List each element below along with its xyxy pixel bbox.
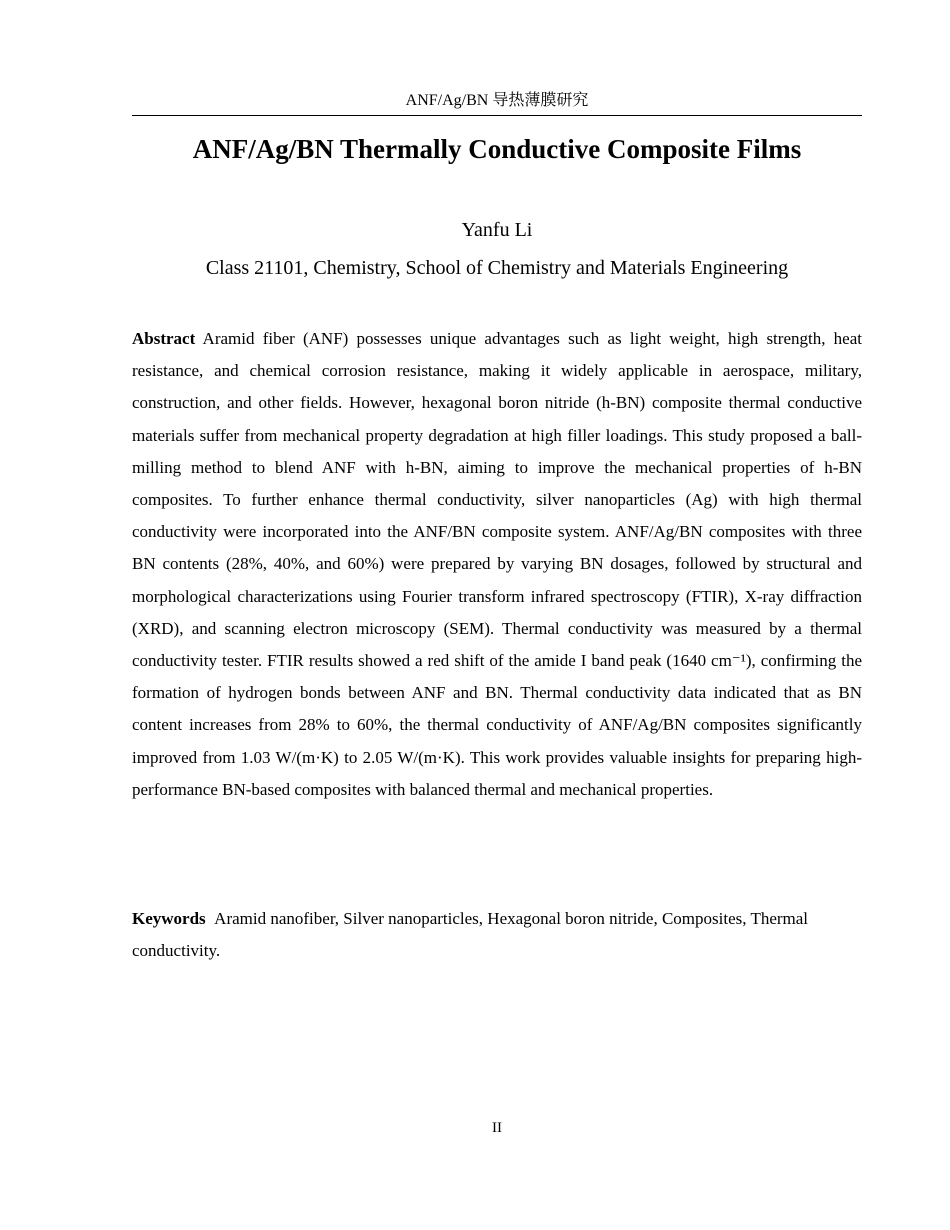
running-header: ANF/Ag/BN 导热薄膜研究 [405, 92, 589, 109]
abstract-label: Abstract [132, 329, 196, 348]
author-name: Yanfu Li [461, 219, 533, 241]
abstract-text: Aramid fiber (ANF) possesses unique advantages such as light weight, high strength, heat resistance, and chemical corrosion resistance, making it widely applicable in aerospace, military, construction, and other fields. However, hexagonal boron nitride (h-BN) composite thermal conductive materials suffer from mechanical property degradation at high filler loadings. This study proposed a ball-milling method to blend ANF with h-BN, aiming to improve the mechanical properties of h-BN composites. To further enhance thermal conductivity, silver nanoparticles (Ag) with high thermal conductivity were incorporated into the ANF/BN composite system. ANF/Ag/BN composites with three BN contents (28%, 40%, and 60%) were prepared by varying BN dosages, followed by structural and morphological characterizations using Fourier transform infrared spectroscopy (FTIR), X-ray diffraction (XRD), and scanning electron microscopy (SEM). Thermal conductivity was measured by a thermal conductivity tester. FTIR results showed a red shift of the amide I band peak (1640 cm⁻¹), confirming the formation of hydrogen bonds between ANF and BN. Thermal conductivity data indicated that as BN content increases from 28% to 60%, the thermal conductivity of ANF/Ag/BN composites significantly improved from 1.03 W/(m·K) to 2.05 W/(m·K). This work provides valuable insights for preparing high-performance BN-based composites with balanced thermal and mechanical properties. [132, 329, 862, 799]
abstract-paragraph [132, 323, 862, 806]
keywords-label: Keywords [132, 909, 206, 928]
page-number: II [492, 1120, 502, 1136]
keywords-text: Aramid nanofiber, Silver nanoparticles, Hexagonal boron nitride, Composites, Thermal conductivity. [132, 909, 809, 960]
header-rule [132, 115, 862, 116]
keywords-paragraph [132, 903, 862, 967]
paper-title: ANF/Ag/BN Thermally Conductive Composite Films [192, 134, 802, 164]
author-affiliation: Class 21101, Chemistry, School of Chemistry and Materials Engineering [205, 257, 789, 279]
